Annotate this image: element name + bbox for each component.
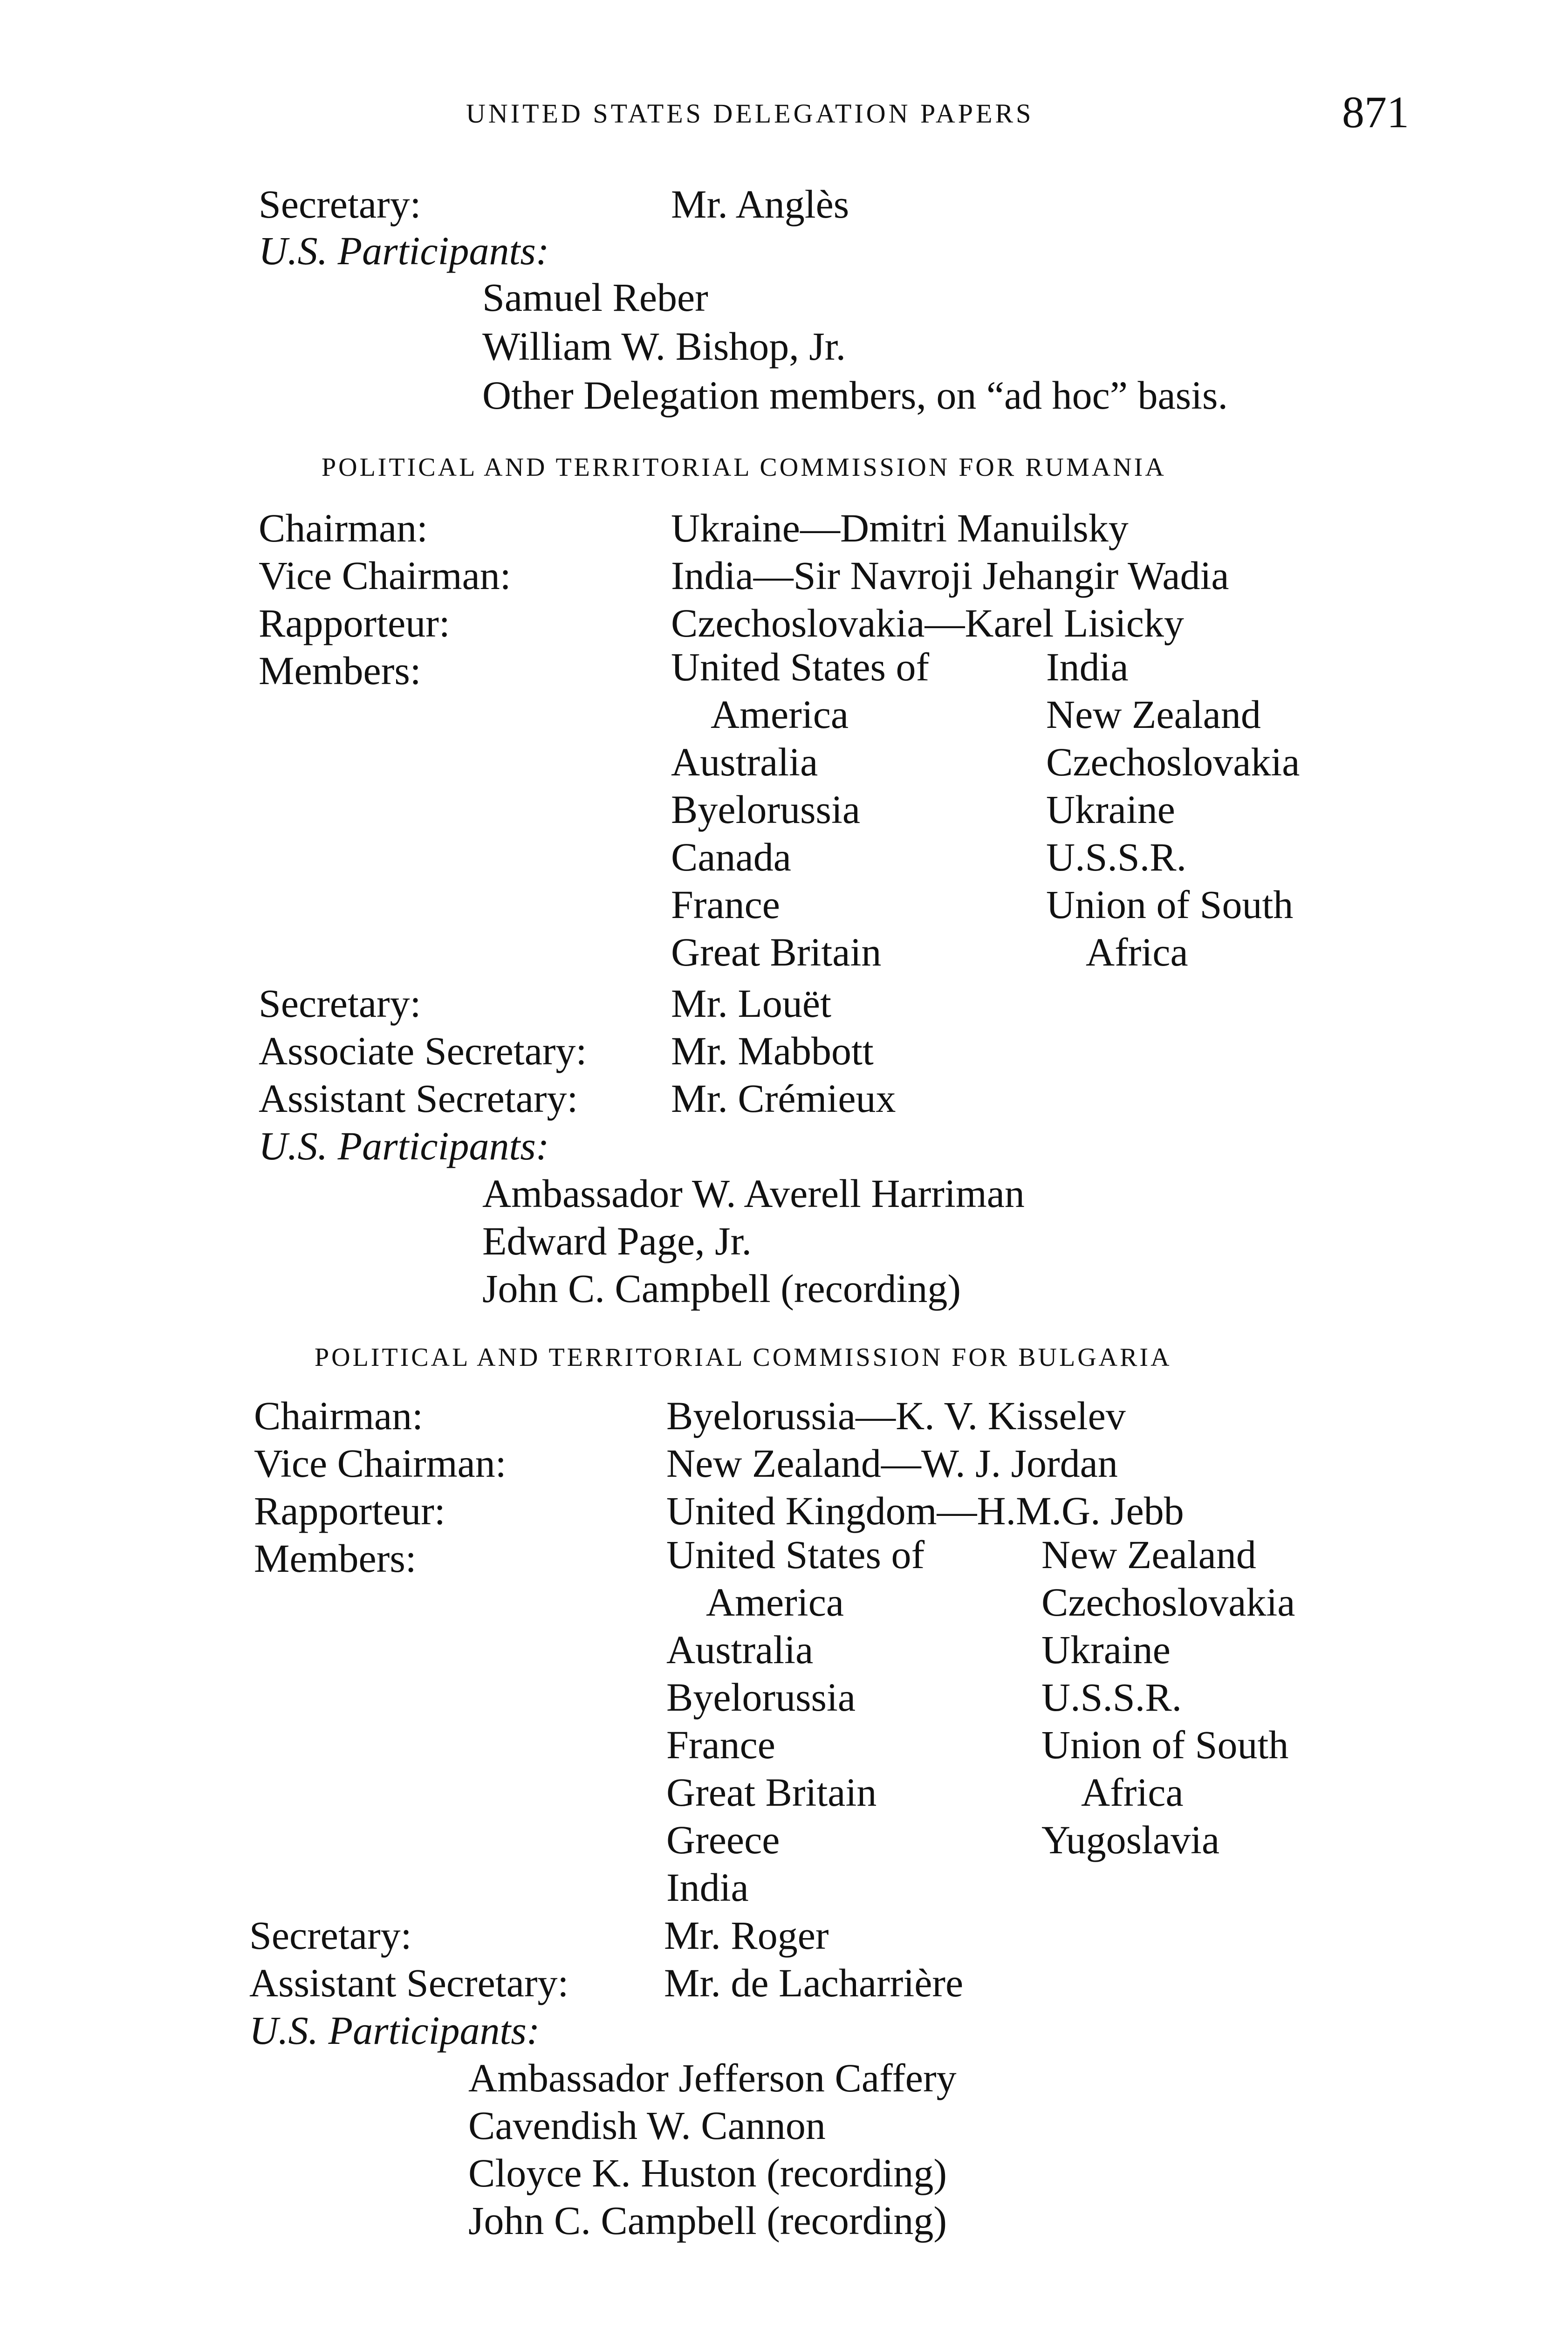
members-label: Members: [254,1536,417,1581]
participant-name: Ambassador Jefferson Caffery [468,2056,957,2100]
members-column-left [666,1531,924,1911]
secretary-value: Mr. Louët [671,981,831,1026]
secretary-value: Mr. Roger [664,1913,829,1958]
member-country: Australia [666,1627,814,1672]
member-country: Africa [1086,930,1188,974]
assistant-secretary-value: Mr. de Lacharrière [664,1960,964,2005]
participant-name: Samuel Reber [482,275,708,320]
assistant-secretary-value: Mr. Crémieux [671,1076,896,1121]
vice-chairman-label: Vice Chairman: [254,1441,507,1486]
secretary-value: Mr. Anglès [671,182,849,226]
participant-name: Cavendish W. Cannon [468,2103,826,2148]
member-country: U.S.S.R. [1046,835,1187,879]
participants-label: U.S. Participants: [259,1124,549,1168]
participant-name: Edward Page, Jr. [482,1219,752,1263]
member-country: United States of [671,644,930,689]
member-country: Great Britain [671,930,882,974]
associate-secretary-value: Mr. Mabbott [671,1028,874,1073]
member-country: America [711,692,849,737]
member-country: Africa [1081,1770,1184,1815]
page-number: 871 [1342,87,1409,137]
member-country: Byelorussia [671,787,861,832]
member-country: India [1046,644,1129,689]
member-country: Ukraine [1046,787,1175,832]
member-country: Union of South [1041,1722,1289,1767]
member-country: Canada [671,835,791,879]
member-country: U.S.S.R. [1041,1675,1182,1720]
members-column-right [1046,643,1300,976]
members-label: Members: [259,648,421,693]
members-column-left [671,643,929,976]
chairman-label: Chairman: [254,1393,424,1438]
member-country: Byelorussia [666,1675,856,1720]
member-country: Union of South [1046,882,1294,927]
vice-chairman-label: Vice Chairman: [259,553,511,598]
secretary-label: Secretary: [259,981,421,1026]
chairman-value: Byelorussia—K. V. Kisselev [666,1393,1126,1438]
member-country: America [706,1580,844,1624]
vice-chairman-value: New Zealand—W. J. Jordan [666,1441,1118,1486]
participant-name: William W. Bishop, Jr. [482,324,846,369]
section-heading: POLITICAL AND TERRITORIAL COMMISSION FOR RUMANIA [322,453,1166,482]
participant-name: John C. Campbell (recording) [468,2198,947,2243]
secretary-label: Secretary: [259,182,421,226]
members-column-right [1041,1531,1295,1864]
associate-secretary-label: Associate Secretary: [259,1028,587,1073]
rapporteur-value: Czechoslovakia—Karel Lisicky [671,601,1184,645]
member-country: Czechoslovakia [1041,1580,1295,1624]
chairman-value: Ukraine—Dmitri Manuilsky [671,506,1129,550]
participant-name: Cloyce K. Huston (recording) [468,2151,947,2195]
assistant-secretary-label: Assistant Secretary: [259,1076,578,1121]
member-country: Yugoslavia [1041,1817,1220,1862]
member-country: Greece [666,1817,780,1862]
chairman-label: Chairman: [259,506,428,550]
member-country: Australia [671,740,818,784]
rapporteur-value: United Kingdom—H.M.G. Jebb [666,1488,1184,1533]
section-heading: POLITICAL AND TERRITORIAL COMMISSION FOR BULGARIA [315,1343,1172,1372]
vice-chairman-value: India—Sir Navroji Jehangir Wadia [671,553,1229,598]
assistant-secretary-label: Assistant Secretary: [249,1960,569,2005]
participant-name: John C. Campbell (recording) [482,1266,961,1311]
member-country: France [671,882,780,927]
member-country: Great Britain [666,1770,877,1815]
participants-label: U.S. Participants: [249,2008,540,2053]
secretary-label: Secretary: [249,1913,412,1958]
participants-label: U.S. Participants: [259,228,549,273]
participant-name: Ambassador W. Averell Harriman [482,1171,1025,1216]
rapporteur-label: Rapporteur: [254,1488,445,1533]
rapporteur-label: Rapporteur: [259,601,450,645]
member-country: Czechoslovakia [1046,740,1300,784]
participant-name: Other Delegation members, on “ad hoc” basis. [482,373,1228,418]
member-country: India [666,1865,749,1910]
member-country: France [666,1722,775,1767]
member-country: New Zealand [1046,692,1261,737]
member-country: Ukraine [1041,1627,1171,1672]
member-country: United States of [666,1532,925,1577]
member-country: New Zealand [1041,1532,1256,1577]
running-title: UNITED STATES DELEGATION PAPERS [466,98,1034,129]
